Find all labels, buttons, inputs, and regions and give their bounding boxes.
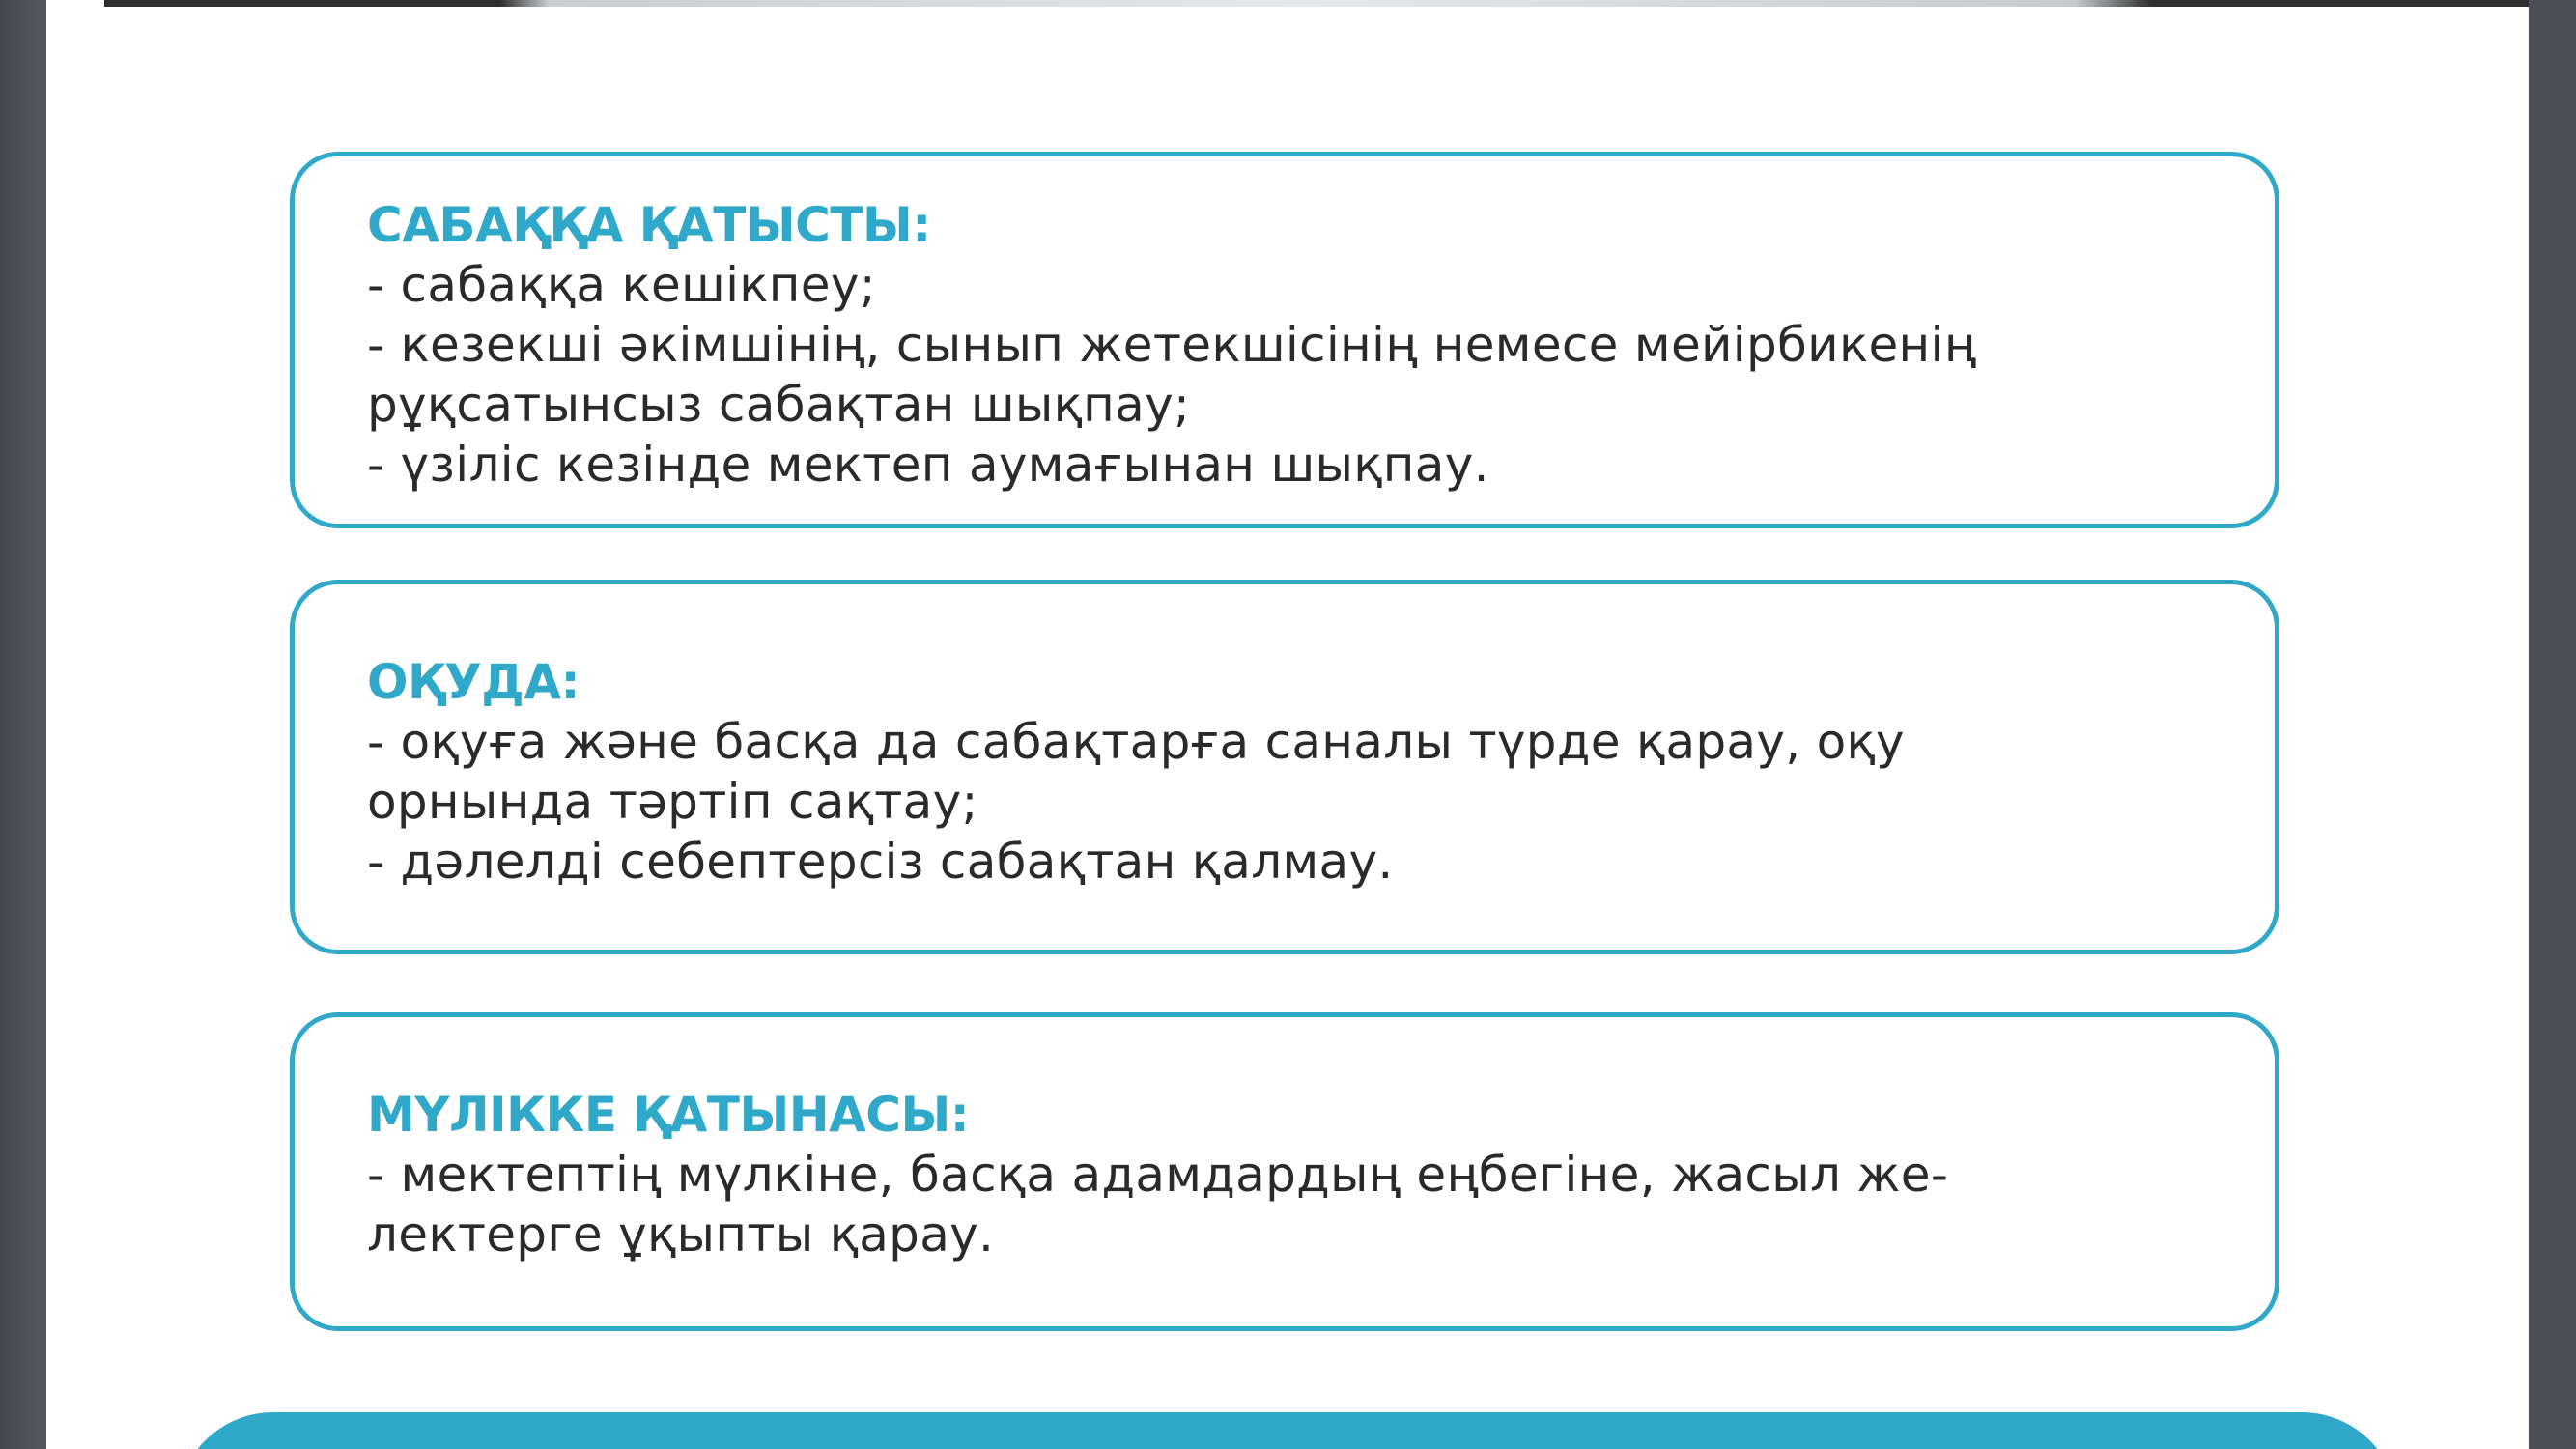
rule-line: рұқсатынсыз сабақтан шықпау; <box>367 377 1191 433</box>
rules-box-content <box>367 652 2159 892</box>
document-page <box>46 0 2529 1449</box>
rules-box-property <box>290 1012 2279 1331</box>
rules-box-content <box>367 1085 2159 1264</box>
page-top-strip <box>46 0 2529 7</box>
rules-box-content <box>367 195 2159 495</box>
section-heading-lesson-attendance: САБАҚҚА ҚАТЫСТЫ: <box>367 197 931 253</box>
rule-line: - оқуға және басқа да сабақтарға саналы түрде қарау, оқу <box>367 714 1905 770</box>
bottom-banner-shape <box>177 1412 2398 1449</box>
rule-line: - кезекші әкімшінің, сынып жетекшісінің немесе мейірбикенің <box>367 317 1977 373</box>
section-heading-property: МҮЛІККЕ ҚАТЫНАСЫ: <box>367 1087 970 1143</box>
rule-line: - үзіліс кезінде мектеп аумағынан шықпау. <box>367 437 1489 493</box>
rules-box-studies <box>290 580 2279 954</box>
rule-line: - дәлелді себептерсіз сабақтан қалмау. <box>367 834 1394 890</box>
rules-box-lesson-attendance <box>290 152 2279 528</box>
rule-line: орнында тәртіп сақтау; <box>367 774 978 830</box>
section-heading-studies: ОҚУДА: <box>367 654 580 710</box>
rule-line: - мектептің мүлкіне, басқа адамдардың еңбегіне, жасыл же- <box>367 1147 1949 1203</box>
rule-line: лектерге ұқыпты қарау. <box>367 1207 995 1263</box>
rule-line: - сабаққа кешікпеу; <box>367 257 876 313</box>
viewer-right-edge <box>2529 0 2576 1449</box>
